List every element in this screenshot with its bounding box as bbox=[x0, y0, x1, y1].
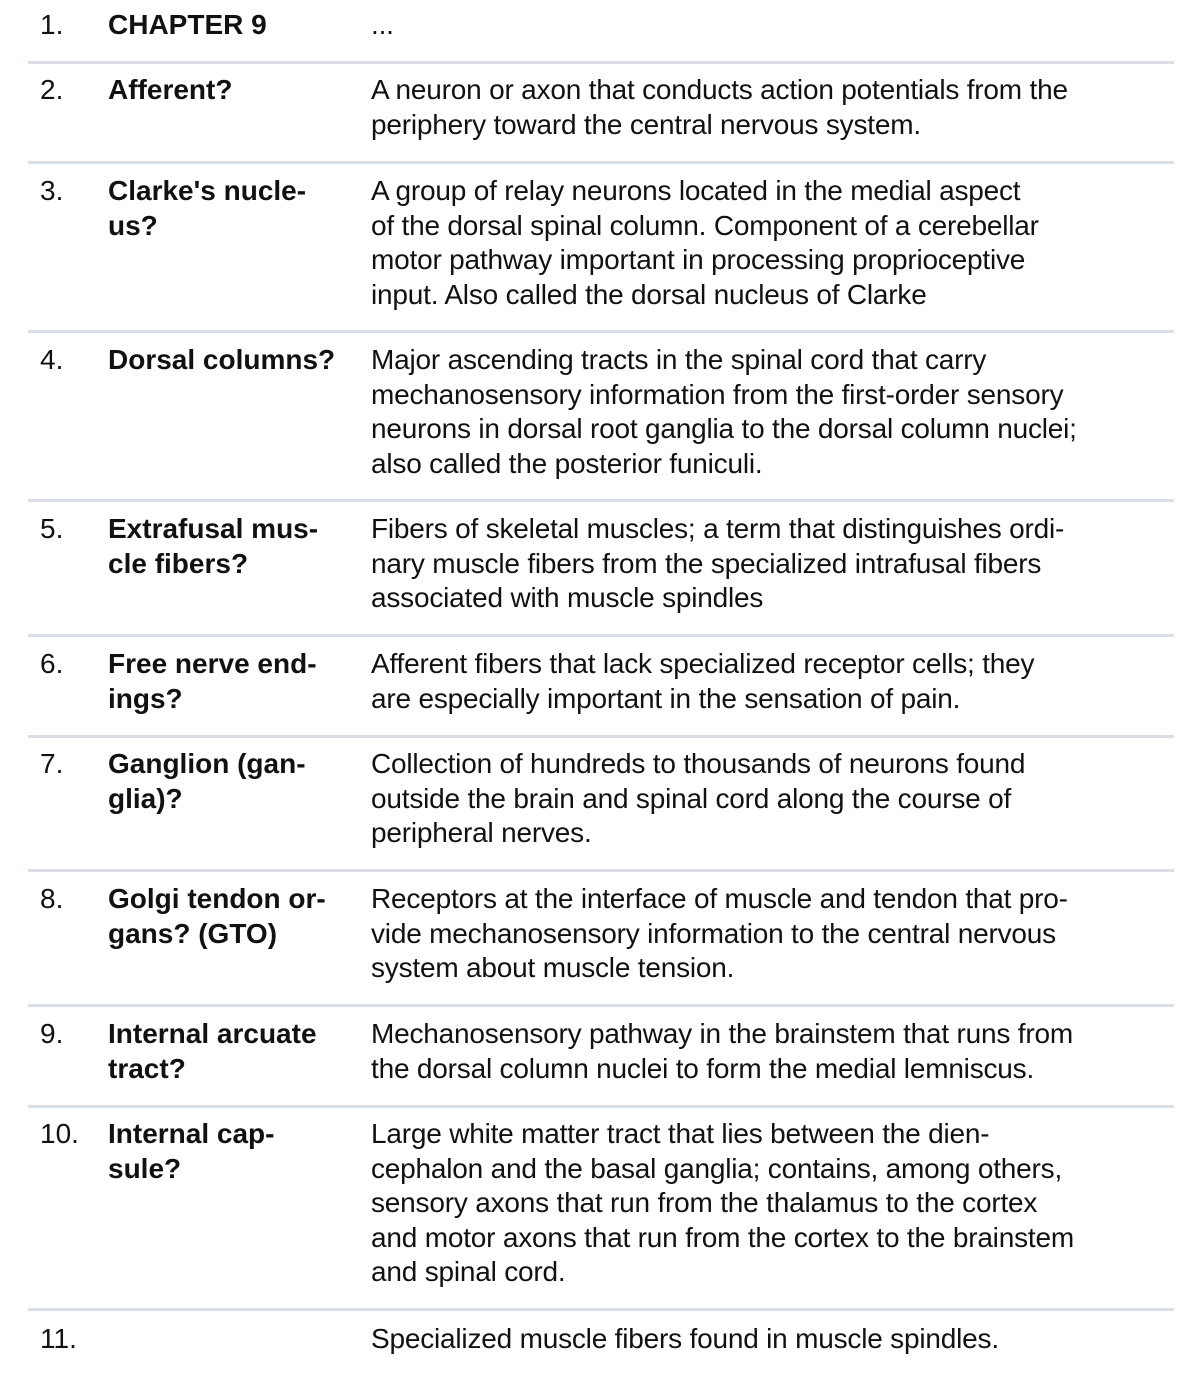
item-term: Internal arcuate tract? bbox=[108, 1018, 317, 1084]
item-definition: Fibers of skeletal muscles; a term that distinguishes ordi- nary muscle fibers from the specialized intrafusal fibers associated with muscle spindles bbox=[371, 513, 1065, 613]
item-definition: Major ascending tracts in the spinal cord that carry mechanosensory information from the first-order sensory neurons in dorsal root ganglia to the dorsal column nuclei; also called the posterior funiculi. bbox=[371, 344, 1077, 479]
item-definition: Mechanosensory pathway in the brainstem that runs from the dorsal column nuclei to form the medial lemniscus. bbox=[371, 1018, 1073, 1084]
item-term: Extrafusal mus- cle fibers? bbox=[108, 513, 319, 579]
list-item bbox=[28, 647, 1174, 738]
item-number: 4. bbox=[40, 344, 64, 375]
item-definition: Afferent fibers that lack specialized receptor cells; they are especially important in the sensation of pain. bbox=[371, 648, 1035, 714]
list-item bbox=[28, 747, 1174, 872]
item-number: 8. bbox=[40, 883, 64, 914]
item-number: 5. bbox=[40, 513, 64, 544]
item-number: 2. bbox=[40, 74, 64, 105]
list-item bbox=[28, 1322, 1174, 1372]
list-item bbox=[28, 882, 1174, 1007]
item-number: 3. bbox=[40, 175, 64, 206]
item-number: 10. bbox=[40, 1118, 79, 1149]
item-term: CHAPTER 9 bbox=[108, 9, 267, 40]
list-item bbox=[28, 174, 1174, 333]
list-item bbox=[28, 8, 1174, 64]
item-number: 9. bbox=[40, 1018, 64, 1049]
item-definition: ... bbox=[371, 9, 394, 40]
item-definition: Large white matter tract that lies between the dien- cephalon and the basal ganglia; contains, among others, sensory axons that run from the thalamus to the cortex and motor axons that run from the cortex to the brainstem and spinal cord. bbox=[371, 1118, 1074, 1287]
list-item bbox=[28, 512, 1174, 637]
item-term: Ganglion (gan- glia)? bbox=[108, 748, 306, 814]
item-term: Internal cap- sule? bbox=[108, 1118, 275, 1184]
item-term: Golgi tendon or- gans? (GTO) bbox=[108, 883, 326, 949]
list-item bbox=[28, 1117, 1174, 1311]
item-definition: A group of relay neurons located in the medial aspect of the dorsal spinal column. Component of a cerebellar motor pathway important in processing proprioceptive input. Also called the dorsal nucleus of Clarke bbox=[371, 175, 1039, 310]
list-item bbox=[28, 1017, 1174, 1108]
item-definition: A neuron or axon that conducts action potentials from the periphery toward the central nervous system. bbox=[371, 74, 1068, 140]
item-term: Clarke's nucle- us? bbox=[108, 175, 307, 241]
item-number: 11. bbox=[40, 1323, 77, 1354]
list-item bbox=[28, 73, 1174, 164]
item-number: 7. bbox=[40, 748, 64, 779]
list-item bbox=[28, 343, 1174, 502]
item-term: Free nerve end- ings? bbox=[108, 648, 317, 714]
item-term: Dorsal columns? bbox=[108, 344, 336, 375]
item-definition: Collection of hundreds to thousands of neurons found outside the brain and spinal cord along the course of peripheral nerves. bbox=[371, 748, 1026, 848]
item-term: Afferent? bbox=[108, 74, 233, 105]
item-number: 6. bbox=[40, 648, 64, 679]
item-definition: Specialized muscle fibers found in muscle spindles. bbox=[371, 1323, 999, 1354]
item-number: 1. bbox=[40, 9, 64, 40]
item-definition: Receptors at the interface of muscle and tendon that pro- vide mechanosensory information to the central nervous system about muscle tension. bbox=[371, 883, 1068, 983]
